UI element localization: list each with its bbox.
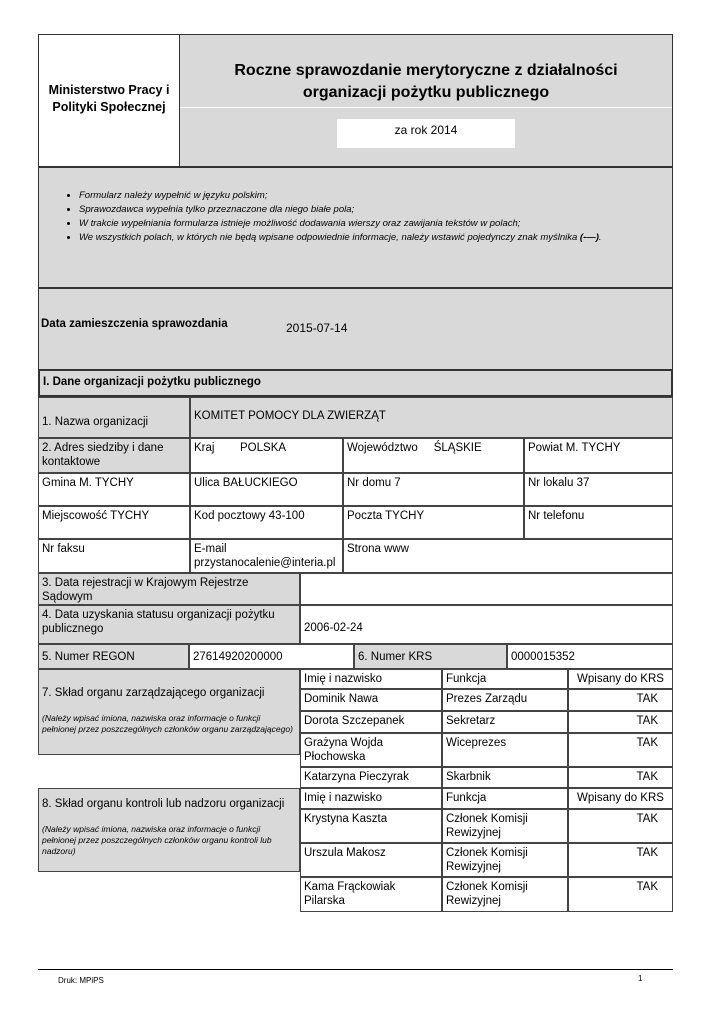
email-label: E-mail <box>194 543 227 555</box>
title-separator <box>180 107 672 108</box>
control-member-name[interactable]: Krystyna Kaszta <box>300 809 442 843</box>
control-member-krs[interactable]: TAK <box>568 843 673 877</box>
street-field[interactable]: Ulica BAŁUCKIEGO <box>190 473 343 506</box>
instruction-item: • We wszystkich polach, w których nie będą wpisane odpowiednie informacje, należy wstawić pojedynczy znak myślnika (-—). <box>79 231 672 245</box>
instruction-item: • W trakcie wypełniania formularza istnieje możliwość dodawania wierszy oraz zawijania tekstów w polach; <box>79 217 672 231</box>
submission-date-label: Data zamieszczenia sprawozdania <box>41 318 228 330</box>
board-header-function: Funkcja <box>442 669 568 689</box>
krs-number-label: 6. Numer KRS <box>354 644 507 669</box>
board-member-function[interactable]: Prezes Zarządu <box>442 689 568 711</box>
control-label-box <box>38 788 300 872</box>
control-header-function: Funkcja <box>442 788 568 809</box>
post-office-field[interactable]: Poczta TYCHY <box>343 506 524 539</box>
phone-field[interactable]: Nr telefonu <box>524 506 673 539</box>
form-title <box>180 60 672 104</box>
dash-symbol: (-—) <box>579 232 599 243</box>
website-field[interactable]: Strona www <box>343 539 673 573</box>
board-member-function[interactable]: Sekretarz <box>442 711 568 733</box>
board-member-name[interactable]: Dorota Szczepanek <box>300 711 442 733</box>
email-field[interactable] <box>190 539 343 573</box>
board-member-function[interactable]: Wiceprezes <box>442 733 568 767</box>
control-member-function[interactable]: Członek Komisji Rewizyjnej <box>442 843 568 877</box>
control-label: 8. Skład organu kontroli lub nadzoru organizacji <box>42 798 285 810</box>
krs-number-value[interactable]: 0000015352 <box>507 644 673 669</box>
board-label-box <box>38 669 300 755</box>
control-member-function[interactable]: Członek Komisji Rewizyjnej <box>442 877 568 912</box>
instruction-item: • Formularz należy wypełnić w języku polskim; <box>79 189 672 203</box>
instructions-box <box>38 167 673 288</box>
control-member-krs[interactable]: TAK <box>568 809 673 843</box>
board-header-krs: Wpisany do KRS <box>568 669 673 689</box>
control-member-name[interactable]: Kama Frąckowiak Pilarska <box>300 877 442 912</box>
email-value: przystanocalenie@interia.pl <box>194 557 336 569</box>
control-note: (Należy wpisać imiona, nazwiska oraz informacje o funkcji pełnionej przez poszczególnych członków organu kontroli lub nadzoru) <box>42 824 272 856</box>
instructions-list <box>39 189 672 245</box>
krs-registration-value[interactable] <box>300 573 673 605</box>
board-label: 7. Skład organu zarządzającego organizacji <box>42 687 265 699</box>
control-member-krs[interactable]: TAK <box>568 877 673 912</box>
section1-title: I. Dane organizacji pożytku publicznego <box>38 369 673 397</box>
control-header-krs: Wpisany do KRS <box>568 788 673 809</box>
board-note: (Należy wpisać imiona, nazwiska oraz informacje o funkcji pełnionej przez poszczególnych członków organu zarządzającego) <box>42 713 293 734</box>
krs-registration-label: 3. Data rejestracji w Krajowym Rejestrze Sądowym <box>38 573 300 605</box>
board-header-name: Imię i nazwisko <box>300 669 442 689</box>
ministry-name: Ministerstwo Pracy i Polityki Społecznej <box>48 83 170 114</box>
country-field[interactable]: Kraj POLSKA <box>190 438 343 473</box>
city-field[interactable]: Miejscowość TYCHY <box>38 506 190 539</box>
board-member-function[interactable]: Skarbnik <box>442 767 568 788</box>
status-date-label: 4. Data uzyskania statusu organizacji pożytku publicznego <box>38 605 300 644</box>
district-field[interactable]: Powiat M. TYCHY <box>524 438 673 473</box>
address-label: 2. Adres siedziby i dane kontaktowe <box>38 438 190 473</box>
house-number-field[interactable]: Nr domu 7 <box>343 473 524 506</box>
control-member-name[interactable]: Urszula Makosz <box>300 843 442 877</box>
control-member-function[interactable]: Członek Komisji Rewizyjnej <box>442 809 568 843</box>
instruction-item: • Sprawozdawca wypełnia tylko przeznaczone dla niego białe pola; <box>79 203 672 217</box>
regon-label: 5. Numer REGON <box>38 644 189 669</box>
board-member-name[interactable]: Katarzyna Pieczyrak <box>300 767 442 788</box>
form-title-line1: Roczne sprawozdanie merytoryczne z działalności <box>234 62 618 79</box>
org-name-value[interactable]: KOMITET POMOCY DLA ZWIERZĄT <box>190 397 673 438</box>
submission-date-value[interactable]: 2015-07-14 <box>286 321 348 335</box>
page-number: 1 <box>638 974 643 983</box>
board-member-name[interactable]: Grażyna Wojda Płochowska <box>300 733 442 767</box>
board-member-krs[interactable]: TAK <box>568 689 673 711</box>
board-member-name[interactable]: Dominik Nawa <box>300 689 442 711</box>
fax-field[interactable]: Nr faksu <box>38 539 190 573</box>
board-member-krs[interactable]: TAK <box>568 711 673 733</box>
commune-field[interactable]: Gmina M. TYCHY <box>38 473 190 506</box>
board-member-krs[interactable]: TAK <box>568 767 673 788</box>
instruction-text: We wszystkich polach, w których nie będą wpisane odpowiednie informacje, należy wstawić pojedynczy znak myślnika <box>79 232 580 243</box>
footer-rule <box>38 969 673 970</box>
status-date-value[interactable]: 2006-02-24 <box>300 605 673 644</box>
regon-value[interactable]: 27614920200000 <box>189 644 354 669</box>
postal-code-field[interactable]: Kod pocztowy 43-100 <box>190 506 343 539</box>
org-name-label: 1. Nazwa organizacji <box>38 397 190 438</box>
year-box: za rok 2014 <box>337 119 515 148</box>
control-header-name: Imię i nazwisko <box>300 788 442 809</box>
footer-print-label: Druk: MPiPS <box>58 976 104 985</box>
voivodeship-field[interactable]: Województwo ŚLĄSKIE <box>343 438 524 473</box>
board-member-krs[interactable]: TAK <box>568 733 673 767</box>
form-title-line2: organizacji pożytku publicznego <box>302 84 550 101</box>
apartment-number-field[interactable]: Nr lokalu 37 <box>524 473 673 506</box>
